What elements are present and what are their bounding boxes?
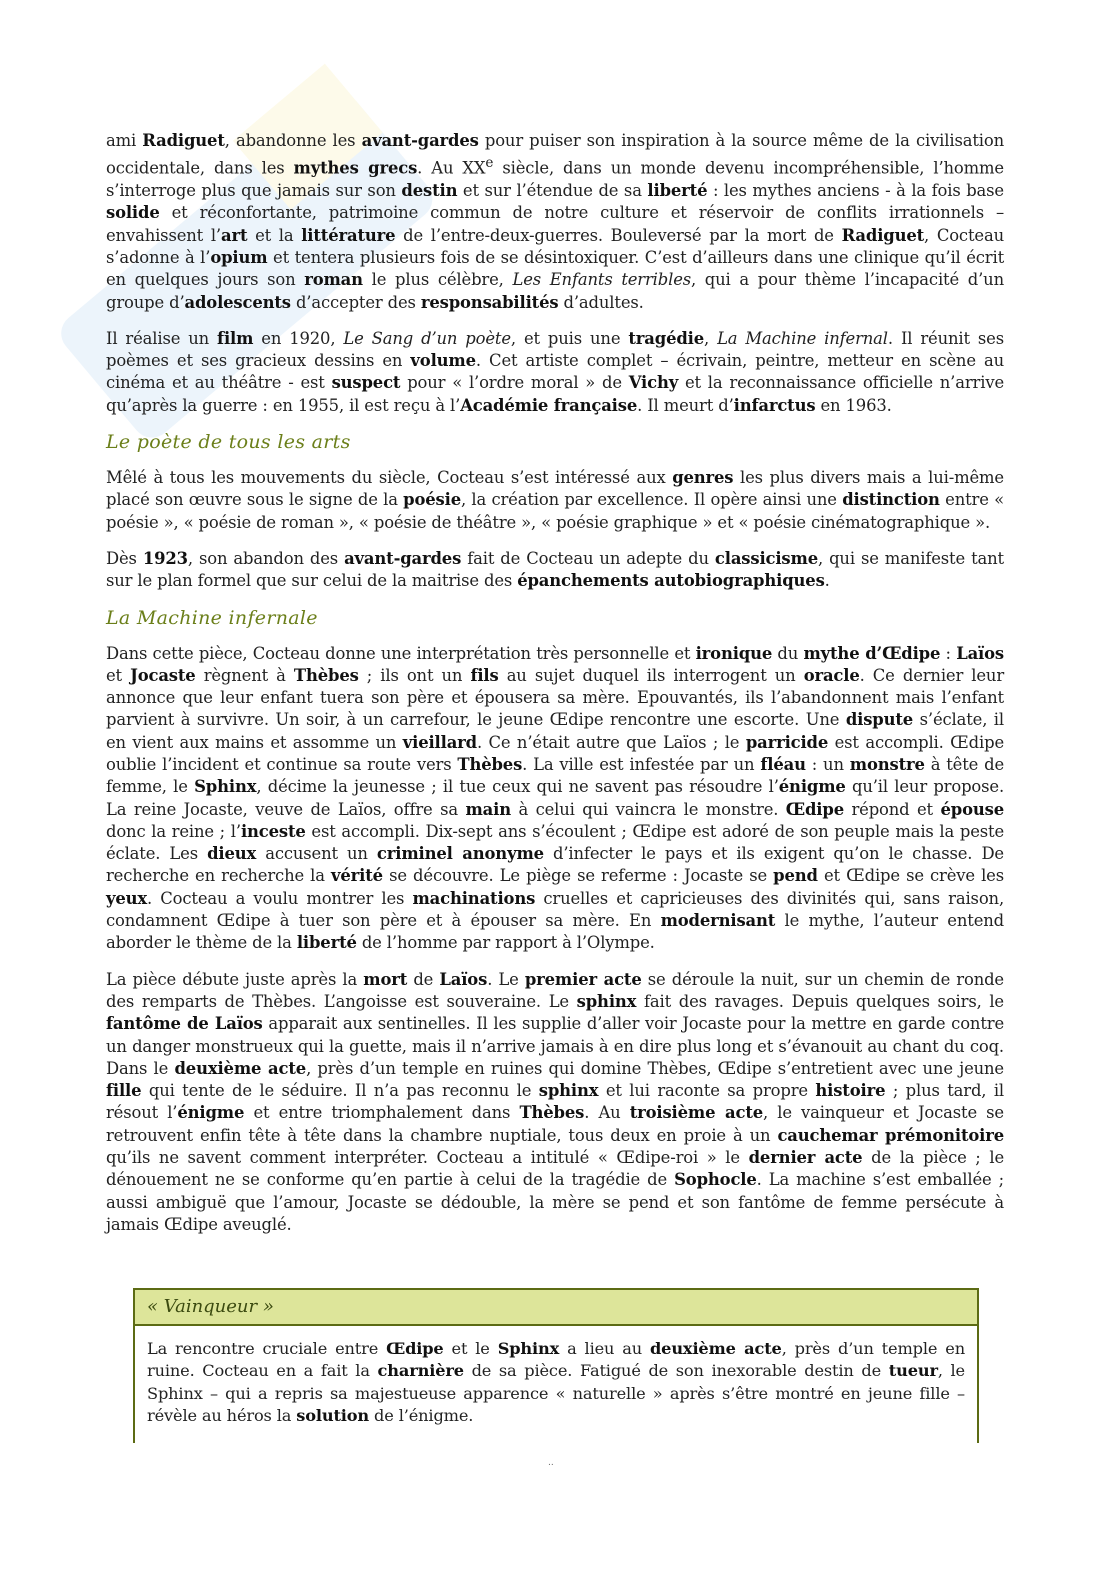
emphasis: infarctus <box>733 395 816 415</box>
emphasis: opium <box>210 247 268 267</box>
emphasis: Thèbes <box>457 755 523 774</box>
emphasis: modernisant <box>660 911 776 931</box>
emphasis: liberté <box>647 181 708 201</box>
paragraph-genres: Mêlé à tous les mouvements du siècle, Cocteau s’est intéressé aux genres les plus divers mais a lui-même placé son œuvre sous le signe de la poésie, la création par excellence. Il opère ainsi une distinction entre « poésie », « poésie de roman », « poésie de théâtre », « poésie graphique » et « poésie cinématographique ». <box>106 468 1004 532</box>
emphasis: pend <box>773 866 818 886</box>
emphasis: liberté <box>296 933 357 953</box>
emphasis: yeux <box>106 888 148 908</box>
emphasis: fils <box>470 665 499 685</box>
emphasis: mythe d’Œdipe <box>803 643 941 663</box>
section-heading-poete: Le poète de tous les arts <box>106 431 351 454</box>
page-number: .. <box>548 1458 554 1468</box>
paragraph-radiguet: ami Radiguet, abandonne les avant-gardes pour puiser son inspiration à la source même de la civilisation occidentale, dans les mythes grecs. Au XXe siècle, dans un monde devenu incompréhensible, l’homme s’interroge plus que jamais sur son destin et sur l’étendue de sa liberté : les mythes anciens - à la fois base solide et réconfortante, patrimoine commun de notre culture et réservoir de conflits irrationnels – envahissent l’art et la littérature de l’entre-deux-guerres. Bouleversé par la mort de Radiguet, Cocteau s’adonne à l’opium et tentera plusieurs fois de se désintoxiquer. C’est d’ailleurs dans une clinique qu’il écrit en quelques jours son roman le plus célèbre, Les Enfants terribles, qui a pour thème l’incapacité d’un groupe d’adolescents d’accepter des responsabilités d’adultes. <box>106 131 1005 312</box>
emphasis: mort <box>363 969 408 989</box>
emphasis: film <box>217 328 254 348</box>
box-title: « Vainqueur » <box>135 1288 977 1326</box>
emphasis: charnière <box>377 1361 464 1381</box>
emphasis: poésie <box>403 490 461 510</box>
emphasis: fléau <box>760 755 806 774</box>
emphasis: Sphinx <box>497 1339 560 1358</box>
emphasis: cauchemar prémonitoire <box>777 1125 1004 1145</box>
emphasis: Thèbes <box>519 1103 585 1123</box>
emphasis: Sphinx <box>194 777 257 797</box>
emphasis: parricide <box>745 732 829 752</box>
emphasis: adolescents <box>184 292 291 312</box>
emphasis: volume <box>410 351 476 371</box>
section-heading-machine: La Machine infernale <box>106 606 318 629</box>
emphasis: Sophocle <box>674 1170 757 1190</box>
emphasis: fantôme de Laïos <box>106 1014 263 1034</box>
emphasis: fille <box>106 1081 142 1101</box>
title-italic: Le Sang d’un poète <box>343 328 511 348</box>
emphasis: mythes grecs <box>293 158 418 178</box>
superscript: e <box>485 155 494 172</box>
emphasis: 1923 <box>142 548 188 568</box>
page-content <box>106 130 1004 1250</box>
emphasis: Vichy <box>628 373 679 393</box>
emphasis: Laïos <box>439 969 488 989</box>
emphasis: distinction <box>842 490 940 510</box>
emphasis: Œdipe <box>785 799 844 819</box>
emphasis: ironique <box>695 643 773 663</box>
emphasis: main <box>465 799 511 819</box>
emphasis: inceste <box>240 821 306 841</box>
emphasis: Académie française <box>460 395 638 415</box>
emphasis: tueur <box>888 1361 938 1381</box>
emphasis: responsabilités <box>420 292 559 312</box>
emphasis: épouse <box>940 799 1004 819</box>
emphasis: Laïos <box>956 643 1004 663</box>
emphasis: premier acte <box>524 969 642 989</box>
emphasis: Radiguet <box>841 225 925 245</box>
emphasis: machinations <box>412 888 536 908</box>
emphasis: énigme <box>177 1103 245 1123</box>
emphasis: deuxième acte <box>174 1058 307 1078</box>
paragraph-acts: La pièce débute juste après la mort de Laïos. Le premier acte se déroule la nuit, sur un chemin de ronde des remparts de Thèbes. L’angoisse est souveraine. Le sphinx fait des ravages. Depuis quelques soirs, le fantôme de Laïos apparait aux sentinelles. Il les supplie d’aller voir Jocaste pour la mettre en garde contre un danger monstrueux qui la guette, mais il n’arrive jamais à en dire plus long et s’évanouit au chant du coq. Dans le deuxième acte, près d’un temple en ruines qui domine Thèbes, Œdipe s’entretient avec une jeune fille qui tente de le séduire. Il n’a pas reconnu le sphinx et lui raconte sa propre histoire ; plus tard, il résout l’énigme et entre triomphalement dans Thèbes. Au troisième acte, le vainqueur et Jocaste se retrouvent enfin tête à tête dans la chambre nuptiale, tous deux en proie à un cauchemar prémonitoire qu’ils ne savent comment interpréter. Cocteau a intitulé « Œdipe-roi » le dernier acte de la pièce ; le dénouement ne se conforme qu’en partie à celui de la tragédie de Sophocle. La machine s’est emballée ; aussi ambiguë que l’amour, Jocaste se dédouble, la mère se pend et son fantôme de femme persécute à jamais Œdipe aveuglé. <box>106 969 1005 1234</box>
emphasis: Jocaste <box>130 665 196 685</box>
emphasis: avant-gardes <box>344 548 462 568</box>
emphasis: vérité <box>331 866 383 886</box>
emphasis: art <box>220 225 248 245</box>
emphasis: histoire <box>815 1081 886 1101</box>
paragraph-film: Il réalise un film en 1920, Le Sang d’un poète, et puis une tragédie, La Machine infernal. Il réunit ses poèmes et ses gracieux dessins en volume. Cet artiste complet – écrivain, peintre, metteur en scène au cinéma et au théâtre - est suspect pour « l’ordre moral » de Vichy et la reconnaissance officielle n’arrive qu’après la guerre : en 1955, il est reçu à l’Académie française. Il meurt d’infarctus en 1963. <box>106 328 1004 415</box>
emphasis: sphinx <box>538 1081 599 1101</box>
emphasis: genres <box>672 468 734 488</box>
emphasis: épanchements autobiographiques <box>517 571 825 591</box>
emphasis: troisième acte <box>629 1103 764 1123</box>
emphasis: suspect <box>331 373 401 393</box>
emphasis: solution <box>296 1405 370 1425</box>
paragraph-oedipe-summary: Dans cette pièce, Cocteau donne une interprétation très personnelle et ironique du mythe d’Œdipe : Laïos et Jocaste règnent à Thèbes ; ils ont un fils au sujet duquel ils interrogent un oracle. Ce dernier leur annonce que leur enfant tuera son père et épousera sa mère. Epouvantés, ils l’abandonnent mais l’enfant parvient à survivre. Un soir, à un carrefour, le jeune Œdipe rencontre une escorte. Une dispute s’éclate, il en vient aux mains et assomme un vieillard. Ce n’était autre que Laïos ; le parricide est accompli. Œdipe oublie l’incident et continue sa route vers Thèbes. La ville est infestée par un fléau : un monstre à tête de femme, le Sphinx, décime la jeunesse ; il tue ceux qui ne savent pas résoudre l’énigme qu’il leur propose. La reine Jocaste, veuve de Laïos, offre sa main à celui qui vaincra le monstre. Œdipe répond et épouse donc la reine ; l’inceste est accompli. Dix-sept ans s’écoulent ; Œdipe est adoré de son peuple mais la peste éclate. Les dieux accusent un criminel anonyme d’infecter le pays et ils exigent qu’on le chasse. De recherche en recherche la vérité se découvre. Le piège se referme : Jocaste se pend et Œdipe se crève les yeux. Cocteau a voulu montrer les machinations cruelles et capricieuses des divinités qui, sans raison, condamnent Œdipe à tuer son père et à épouser sa mère. En modernisant le mythe, l’auteur entend aborder le thème de la liberté de l’homme par rapport à l’Olympe. <box>106 643 1005 953</box>
emphasis: Thèbes <box>293 665 359 685</box>
emphasis: dernier acte <box>748 1148 863 1168</box>
emphasis: oracle <box>803 665 860 685</box>
emphasis: tragédie <box>628 328 705 348</box>
title-italic: La Machine infernal <box>717 328 888 348</box>
emphasis: Radiguet <box>142 131 225 150</box>
emphasis: criminel anonyme <box>376 844 544 864</box>
emphasis: dispute <box>845 710 914 730</box>
emphasis: vieillard <box>402 732 477 752</box>
emphasis: énigme <box>778 777 846 797</box>
box-paragraph: La rencontre cruciale entre Œdipe et le Sphinx a lieu au deuxième acte, près d’un temple en ruine. Cocteau en a fait la charnière de sa pièce. Fatigué de son inexorable destin de tueur, le Sphinx – qui a repris sa majestueuse apparence « naturelle » après s’être montré en jeune fille – révèle au héros la solution de l’énigme. <box>147 1339 965 1425</box>
emphasis: avant-gardes <box>361 131 479 150</box>
emphasis: deuxième acte <box>650 1339 782 1358</box>
paragraph-classicisme: Dès 1923, son abandon des avant-gardes fait de Cocteau un adepte du classicisme, qui se manifeste tant sur le plan formel que sur celui de la maitrise des épanchements autobiographiques. <box>106 548 1004 591</box>
emphasis: roman <box>304 270 363 290</box>
emphasis: sphinx <box>576 991 637 1011</box>
vainqueur-box <box>133 1288 979 1443</box>
emphasis: littérature <box>301 225 396 245</box>
emphasis: dieux <box>207 844 257 864</box>
emphasis: monstre <box>849 755 925 774</box>
emphasis: classicisme <box>714 548 818 568</box>
emphasis: solide <box>106 203 160 223</box>
emphasis: destin <box>401 181 458 201</box>
title-italic: Les Enfants terribles <box>512 270 692 290</box>
emphasis: Œdipe <box>386 1339 444 1358</box>
box-body <box>135 1326 977 1427</box>
